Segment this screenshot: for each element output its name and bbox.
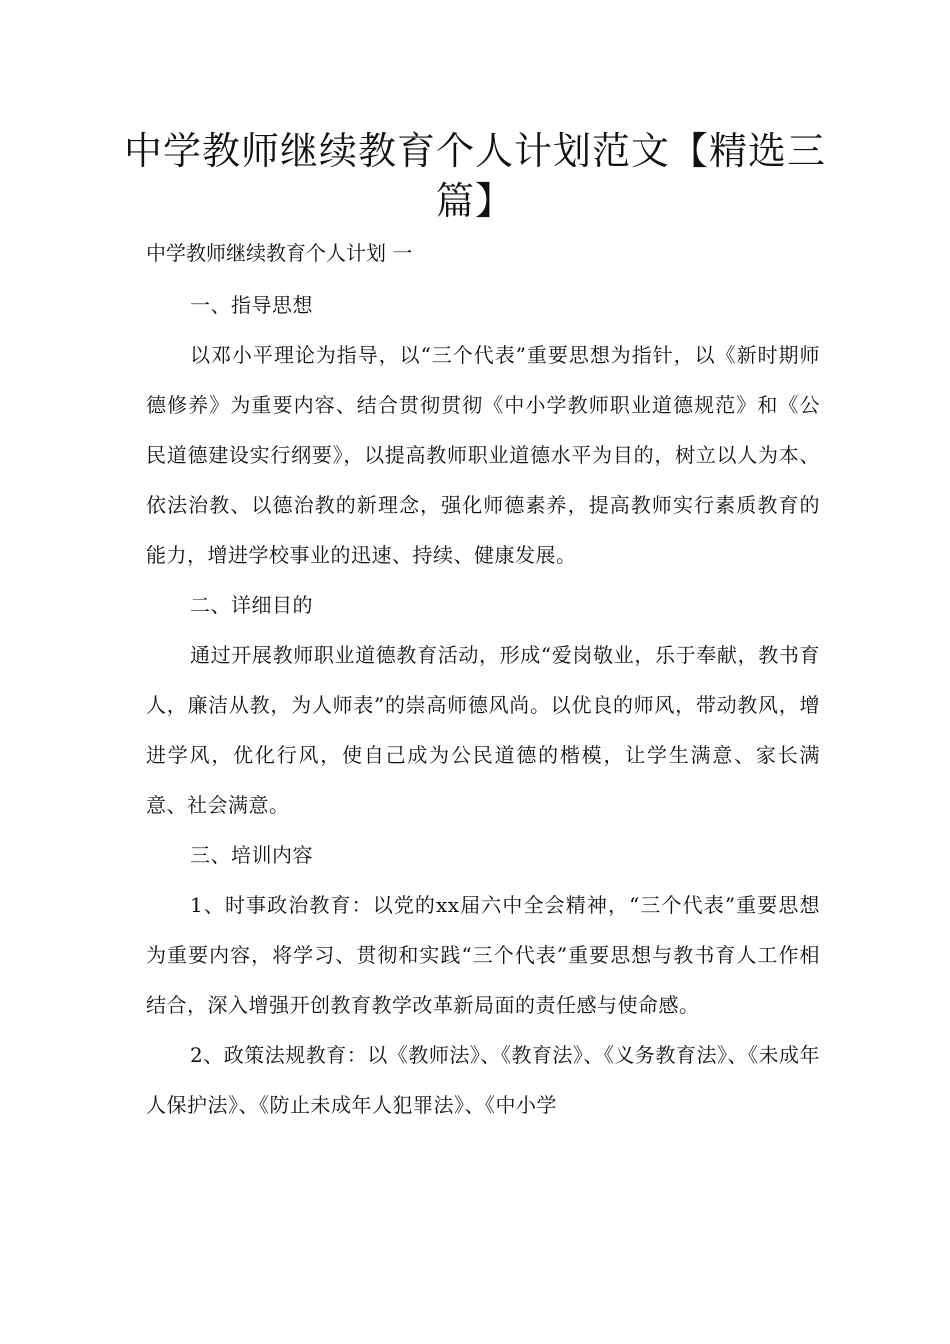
section-heading: 一、指导思想 [190, 293, 313, 317]
section-heading: 三、培训内容 [190, 843, 313, 867]
paragraph: 以邓小平理论为指导，以“三个代表”重要思想为指针，以《新时期师德修养》为重要内容、结合贯彻贯彻《中小学教师职业道德规范》和《公民道德建设实行纲要》，以提高教师职业道德水平为目的，树立以人为本、依法治教、以德治教的新理念，强化师德素养，提高教师实行素质教育的能力，增进学校事业的迅速、持续、健康发展。 [146, 343, 820, 567]
document-title: 中学教师继续教育个人计划范文【精选三篇】 [123, 129, 826, 223]
paragraph: 通过开展教师职业道德教育活动，形成“爱岗敬业，乐于奉献，教书育人，廉洁从教，为人师表”的崇高师德风尚。以优良的师风，带动教风，增进学风，优化行风，使自己成为公民道德的楷模，让学生满意、家长满意、社会满意。 [146, 643, 820, 817]
document-body [146, 280, 820, 1130]
paragraph: 2、政策法规教育：以《教师法》、《教育法》、《义务教育法》、《未成年人保护法》、《防止未成年人犯罪法》、《中小学 [146, 1043, 820, 1117]
section-heading: 二、详细目的 [190, 593, 313, 617]
paragraph: 1、时事政治教育：以党的xx届六中全会精神，“三个代表”重要思想为重要内容，将学习、贯彻和实践“三个代表”重要思想与教书育人工作相结合，深入增强开创教育教学改革新局面的责任感与使命感。 [146, 893, 820, 1017]
document-subtitle: 中学教师继续教育个人计划 一 [146, 241, 413, 265]
